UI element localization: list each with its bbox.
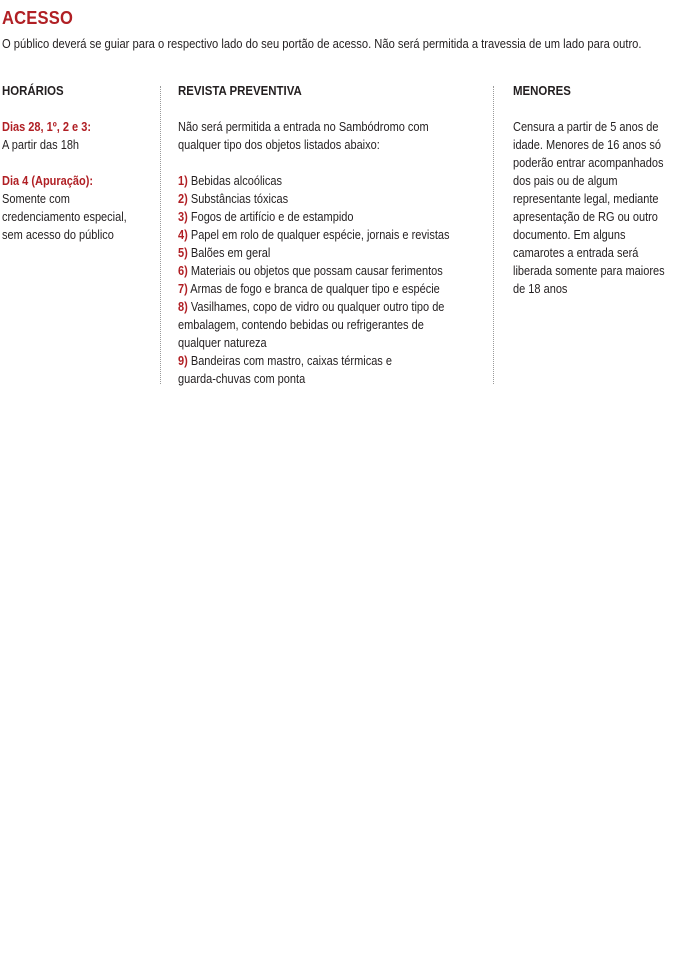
menores-line: apresentação de RG ou outro [513,210,658,224]
menores-line: documento. Em alguns [513,228,626,242]
intro-text: O público deverá se guiar para o respectivo lado do seu portão de acesso. Não será permitida a travessia de um lado para outro. [2,36,642,51]
list-item [178,334,477,352]
list-item-text: embalagem, contendo bebidas ou refrigerantes de [178,318,424,332]
list-item [178,280,477,298]
menores-line: representante legal, mediante [513,192,659,206]
revista-intro-line: Não será permitida a entrada no Sambódromo com [178,120,429,134]
list-item-text: Fogos de artifício e de estampido [190,210,354,224]
list-item [178,262,477,280]
menores-line: Censura a partir de 5 anos de [513,120,659,134]
horarios-block-label: Dias 28, 1º, 2 e 3: [2,120,92,134]
menores-line: dos pais ou de algum [513,174,618,188]
menores-line: poderão entrar acompanhados [513,156,664,170]
menores-line: camarotes a entrada será [513,246,639,260]
list-item [178,208,477,226]
list-item-number: 3) [178,210,188,224]
list-item-text: guarda-chuvas com ponta [178,372,306,386]
list-item [178,298,477,316]
list-item-number: 9) [178,354,188,368]
list-item-text: Papel em rolo de qualquer espécie, jornais e revistas [190,228,450,242]
list-item-text: Materiais ou objetos que possam causar ferimentos [190,264,443,278]
list-item-number: 8) [178,300,188,314]
list-item-text: Balões em geral [190,246,271,260]
list-item-number: 5) [178,246,188,260]
menores-text [513,118,698,298]
list-item-text: Substâncias tóxicas [190,192,289,206]
list-item [178,226,477,244]
list-item-number: 1) [178,174,188,188]
list-item [178,370,477,388]
menores-line: idade. Menores de 16 anos só [513,138,661,152]
list-item-number: 6) [178,264,188,278]
list-item [178,352,477,370]
horarios-block-line: sem acesso do público [2,228,114,242]
column-divider [493,86,494,384]
horarios-block-line: credenciamento especial, [2,210,127,224]
horarios-heading: HORÁRIOS [2,83,64,98]
revista-column [178,83,518,388]
list-item-text: Bebidas alcoólicas [190,174,282,188]
list-item [178,172,477,190]
menores-column [513,83,700,298]
revista-intro-line: qualquer tipo dos objetos listados abaixo: [178,138,380,152]
menores-line: liberada somente para maiores [513,264,665,278]
prohibited-items-list [178,172,477,388]
list-item-text: Armas de fogo e branca de qualquer tipo e espécie [190,282,440,296]
horarios-column [2,83,172,244]
list-item-text: qualquer natureza [178,336,267,350]
list-item-number: 4) [178,228,188,242]
column-divider [160,86,161,384]
horarios-block-label: Dia 4 (Apuração): [2,174,94,188]
horarios-block-line: Somente com [2,192,70,206]
list-item-text: Bandeiras com mastro, caixas térmicas e [190,354,392,368]
list-item-number: 2) [178,192,188,206]
revista-heading: REVISTA PREVENTIVA [178,83,302,98]
list-item-text: Vasilhames, copo de vidro ou qualquer outro tipo de [190,300,445,314]
list-item [178,316,477,334]
list-item [178,190,477,208]
menores-line: de 18 anos [513,282,568,296]
page-title: ACESSO [2,8,74,28]
list-item-number: 7) [178,282,188,296]
menores-heading: MENORES [513,83,571,98]
list-item [178,244,477,262]
horarios-block-line: A partir das 18h [2,138,80,152]
